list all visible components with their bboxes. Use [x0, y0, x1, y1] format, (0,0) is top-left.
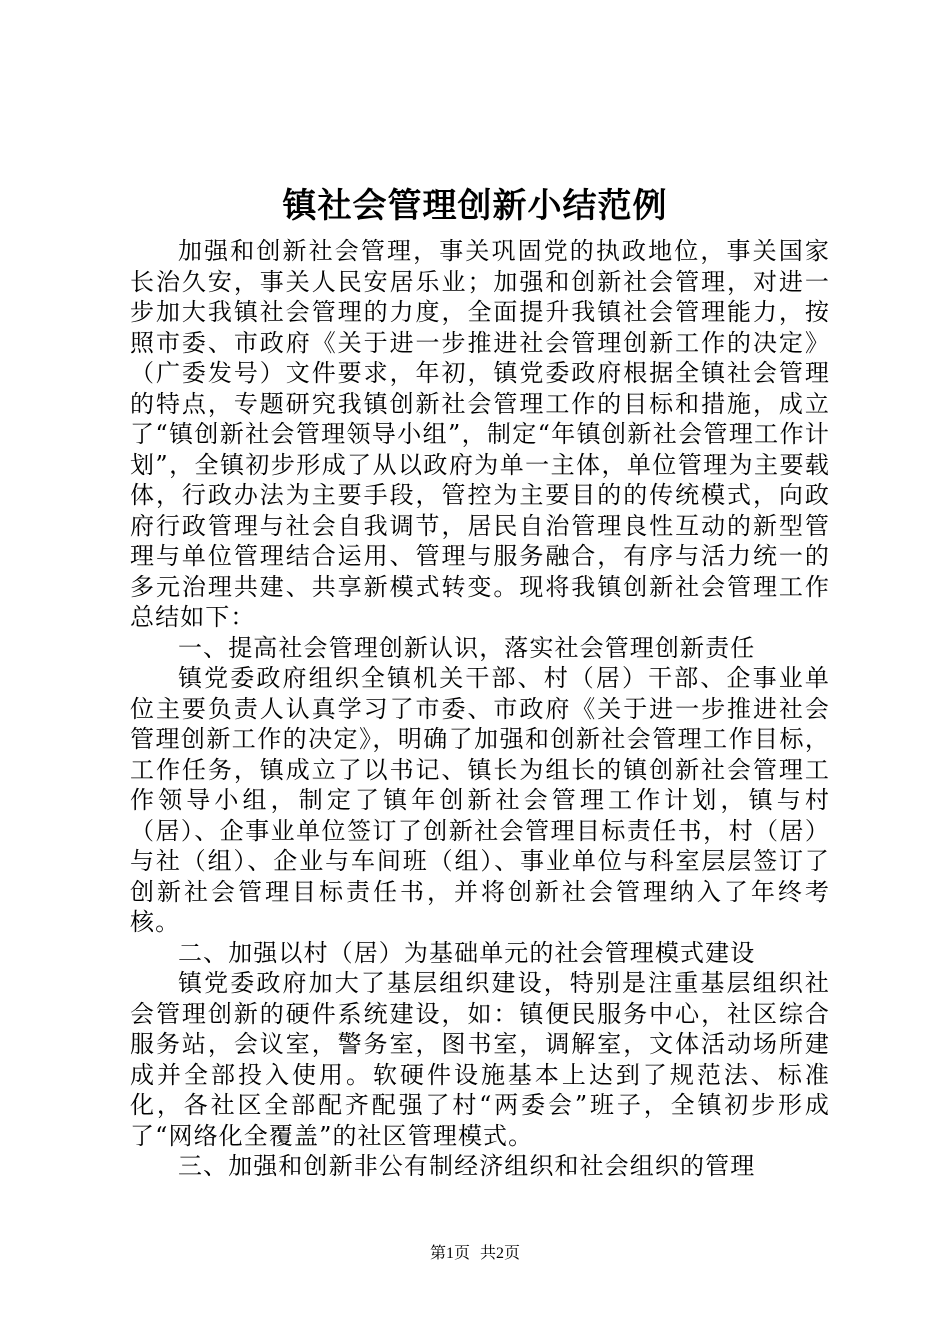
document-body: [130, 236, 830, 1182]
document-title: 镇社会管理创新小结范例: [282, 186, 668, 226]
paragraph-intro: 加强和创新社会管理，事关巩固党的执政地位，事关国家长治久安，事关人民安居乐业；加强和创新社会管理，对进一步加大我镇社会管理的力度，全面提升我镇社会管理能力，按照市委、市政府《关于进一步推进社会管理创新工作的决定》（广委发号）文件要求，年初，镇党委政府根据全镇社会管理的特点，专题研究我镇创新社会管理工作的目标和措施，成立了“镇创新社会管理领导小组”，制定“年镇创新社会管理工作计划”，全镇初步形成了从以政府为单一主体，单位管理为主要载体，行政办法为主要手段，管控为主要目的的传统模式，向政府行政管理与社会自我调节，居民自治管理良性互动的新型管理与单位管理结合运用、管理与服务融合，有序与活力统一的多元治理共建、共享新模式转变。现将我镇创新社会管理工作总结如下：: [130, 237, 830, 631]
page-number-current: 第1页: [429, 1245, 470, 1262]
page-number-total: 共2页: [480, 1245, 521, 1262]
section-heading-2: 二、加强以村（居）为基础单元的社会管理模式建设: [178, 938, 756, 967]
section-heading-3: 三、加强和创新非公有制经济组织和社会组织的管理: [178, 1152, 756, 1180]
paragraph-section-1: 镇党委政府组织全镇机关干部、村（居）干部、企事业单位主要负责人认真学习了市委、市政府《关于进一步推进社会管理创新工作的决定》，明确了加强和创新社会管理工作目标，工作任务，镇成立了以书记、镇长为组长的镇创新社会管理工作领导小组，制定了镇年创新社会管理工作计划，镇与村（居）、企事业单位签订了创新社会管理目标责任书，村（居）与社（组）、企业与车间班（组）、事业单位与科室层层签订了创新社会管理目标责任书，并将创新社会管理纳入了年终考核。: [130, 664, 830, 936]
section-heading-1: 一、提高社会管理创新认识，落实社会管理创新责任: [178, 633, 756, 662]
page-footer: [0, 1244, 950, 1264]
paragraph-section-2: 镇党委政府加大了基层组织建设，特别是注重基层组织社会管理创新的硬件系统建设，如：镇便民服务中心，社区综合服务站，会议室，警务室，图书室，调解室，文体活动场所建成并全部投入使用。软硬件设施基本上达到了规范法、标准化，各社区全部配齐配强了村“两委会”班子，全镇初步形成了“网络化全覆盖”的社区管理模式。: [130, 969, 830, 1150]
